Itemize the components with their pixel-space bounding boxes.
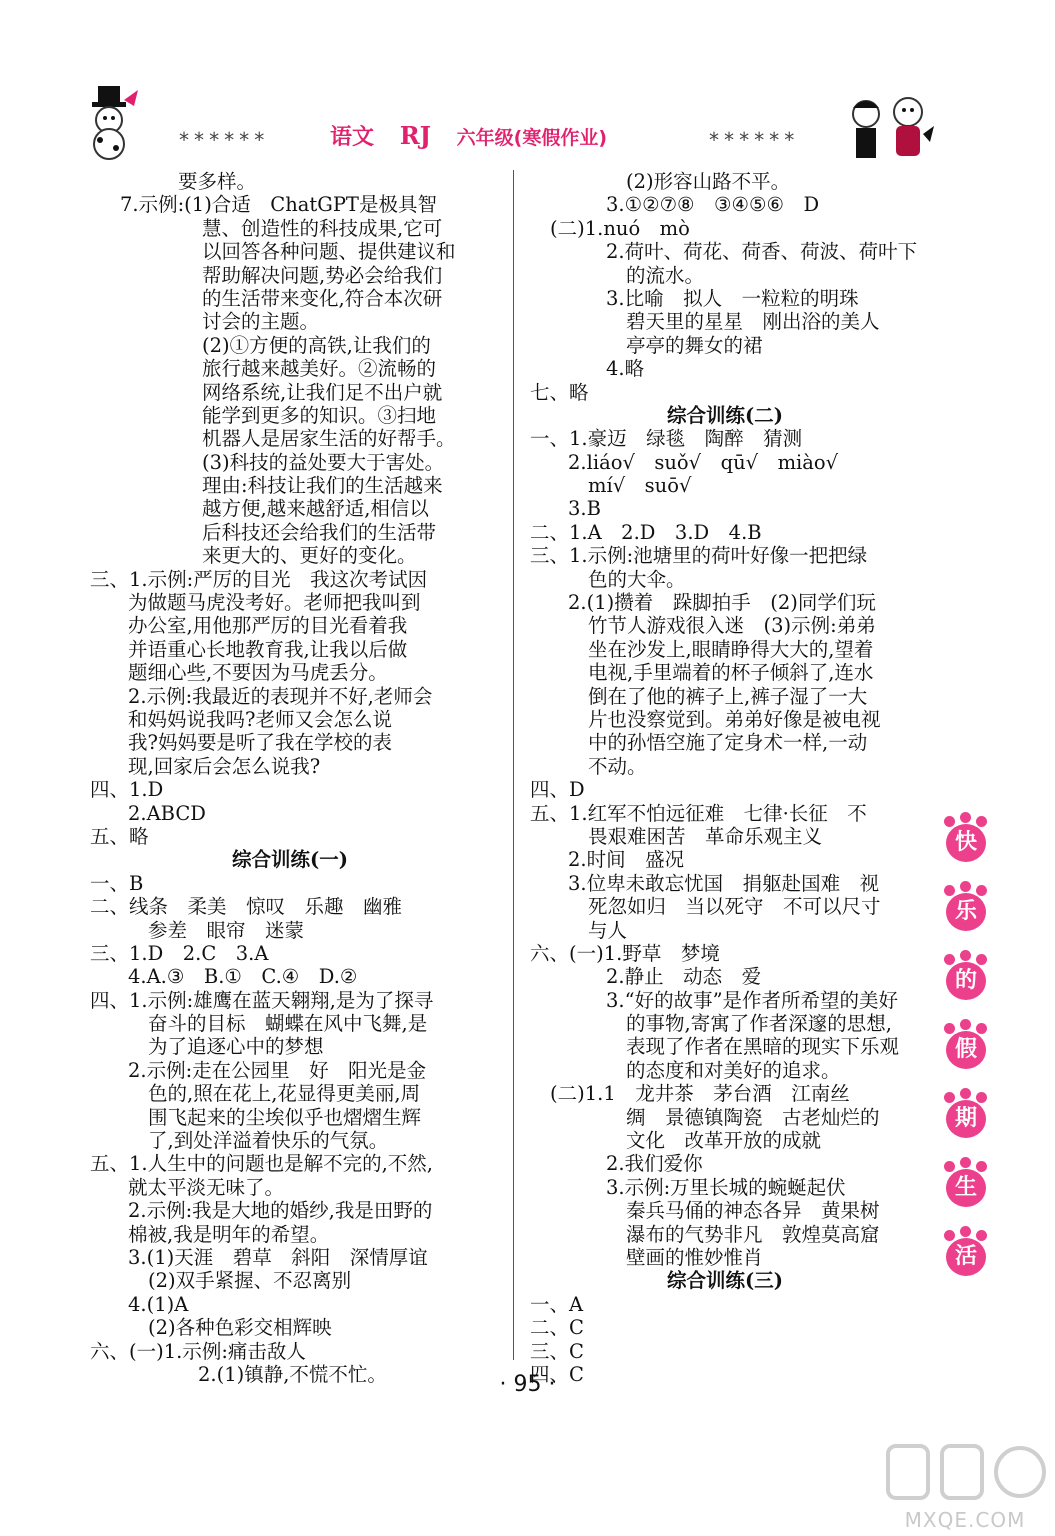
header-title	[330, 120, 607, 151]
answer-line: 色的,照在花上,花显得更美丽,周	[148, 1082, 421, 1106]
answer-line: 四、1.D	[90, 778, 164, 802]
answer-line: 了,到处洋溢着快乐的气氛。	[148, 1129, 389, 1153]
answer-line: 的态度和对美好的追求。	[626, 1058, 841, 1082]
answer-line: 2.liáo√ suǒ√ qū√ miào√	[568, 450, 839, 474]
answer-line: 现,回家后会怎么说我?	[128, 754, 321, 778]
answer-line: 2.示例:我是大地的婚纱,我是田野的	[128, 1199, 433, 1223]
subject-label: 语文	[330, 125, 375, 150]
right-column	[530, 170, 920, 1386]
answer-line: 电视,手里端着的杯子倾斜了,连水	[588, 661, 874, 685]
answer-line: 中的孙悟空施了定身术一样,一动	[588, 731, 868, 755]
answer-line: 为了追逐心中的梦想	[148, 1035, 324, 1059]
answer-line: 3.比喻 拟人 一粒粒的明珠	[606, 286, 859, 310]
snowman-left-icon	[80, 80, 160, 160]
section-heading: 综合训练(一)	[232, 848, 348, 872]
answer-line: 秦兵马俑的神态各异 黄果树	[626, 1199, 880, 1223]
answer-line: 六、(一)1.野草 梦境	[530, 941, 720, 965]
answer-line: 能学到更多的知识。③扫地	[202, 403, 437, 427]
answer-line: 一、1.豪迈 绿毯 陶醉 猜测	[530, 427, 803, 451]
answer-line: 三、1.示例:池塘里的荷叶好像一把把绿	[530, 544, 868, 568]
paw-print-icon	[938, 881, 992, 935]
answer-line: 围飞起来的尘埃似乎也熠熠生辉	[148, 1105, 422, 1129]
answer-line: 2.我们爱你	[606, 1152, 703, 1176]
answer-line: 五、略	[90, 824, 149, 848]
answer-line: 碧天里的星星 刚出浴的美人	[626, 310, 880, 334]
answer-line: 并语重心长地教育我,让我以后做	[128, 637, 408, 661]
answer-line: 参差 眼帘 迷蒙	[148, 918, 305, 942]
answer-line: 坐在沙发上,眼睛睁得大大的,望着	[588, 637, 874, 661]
answer-line: (二)1.nuó mò	[550, 216, 690, 240]
watermark-logo-icon	[880, 1440, 1050, 1508]
answer-line: 3.(1)天涯 碧草 斜阳 深情厚谊	[128, 1245, 428, 1269]
answer-line: 三、1.D 2.C 3.A	[90, 941, 269, 965]
answer-line: 3.①②⑦⑧ ③④⑤⑥ D	[606, 193, 820, 217]
answer-line: 的生活带来变化,符合本次研	[202, 286, 443, 310]
answer-line: 三、1.示例:严厉的目光 我这次考试因	[90, 567, 428, 591]
answer-line: mí√ suō√	[588, 474, 692, 498]
column-divider	[513, 170, 514, 1360]
answer-line: 3.示例:万里长城的蜿蜒起伏	[606, 1175, 846, 1199]
answer-line: 五、1.红军不怕远征难 七律·长征 不	[530, 801, 867, 825]
watermark	[880, 1440, 1050, 1532]
answer-line: 死忽如归 当以死守 不可以尺寸	[588, 895, 881, 919]
side-decoration	[938, 812, 1008, 1295]
side-char: 快	[946, 824, 986, 862]
answer-line: 七、略	[530, 380, 589, 404]
answer-line: 四、D	[530, 778, 585, 802]
answer-line: 帮助解决问题,势必会给我们	[202, 263, 443, 287]
side-char: 假	[946, 1031, 986, 1069]
answer-line: 片也没察觉到。弟弟好像是被电视	[588, 707, 881, 731]
section-heading: 综合训练(二)	[667, 403, 783, 427]
answer-line: 来更大的、更好的变化。	[202, 544, 417, 568]
answer-line: 7.示例:(1)合适 ChatGPT是极具智	[120, 193, 437, 217]
answer-line: 奋斗的目标 蝴蝶在风中飞舞,是	[148, 1012, 428, 1036]
answer-line: 4.(1)A	[128, 1292, 189, 1316]
page-number: · 95 ·	[499, 1372, 556, 1397]
answer-line: 慧、创造性的科技成果,它可	[202, 216, 443, 240]
answer-line: 六、(一)1.示例:痛击敌人	[90, 1339, 306, 1363]
answer-line: 2.荷叶、荷花、荷香、荷波、荷叶下	[606, 240, 918, 264]
answer-line: 亭亭的舞女的裙	[626, 333, 763, 357]
answer-line: 越方便,越来越舒适,相信以	[202, 497, 429, 521]
side-char: 的	[946, 962, 986, 1000]
answer-line: 壁画的惟妙惟肖	[626, 1245, 763, 1269]
answer-line: 一、A	[530, 1292, 584, 1316]
answer-line: 讨会的主题。	[202, 310, 320, 334]
answer-line: 我?妈妈要是听了我在学校的表	[128, 731, 392, 755]
paw-print-icon	[938, 812, 992, 866]
answer-line: 文化 改革开放的成就	[626, 1129, 822, 1153]
answer-line: (2)各种色彩交相辉映	[148, 1316, 332, 1340]
answer-line: 2.(1)镇静,不慌不忙。	[198, 1362, 387, 1386]
answer-line: 要多样。	[178, 170, 257, 193]
answer-line: 2.(1)攒着 跺脚拍手 (2)同学们玩	[568, 591, 876, 615]
answer-line: 为做题马虎没考好。老师把我叫到	[128, 591, 421, 615]
answer-line: 竹节人游戏很入迷 (3)示例:弟弟	[588, 614, 876, 638]
answer-line: 二、C	[530, 1316, 584, 1340]
answer-line: 不动。	[588, 754, 647, 778]
answer-line: 四、C	[530, 1362, 584, 1386]
answer-line: 和妈妈说我吗?老师又会怎么说	[128, 707, 392, 731]
answer-line: 色的大伞。	[588, 567, 686, 591]
paw-print-icon	[938, 1019, 992, 1073]
answer-line: 瀑布的气势非凡 敦煌莫高窟	[626, 1222, 880, 1246]
answer-line: 五、1.人生中的问题也是解不完的,不然,	[90, 1152, 434, 1176]
answer-line: 绸 景德镇陶瓷 古老灿烂的	[626, 1105, 880, 1129]
answer-line: 2.ABCD	[128, 801, 206, 825]
side-char: 期	[946, 1100, 986, 1138]
answer-line: 3.位卑未敢忘忧国 捐躯赴国难 视	[568, 871, 880, 895]
answer-line: 四、1.示例:雄鹰在蓝天翱翔,是为了探寻	[90, 988, 434, 1012]
answer-line: 倒在了他的裤子上,裤子湿了一大	[588, 684, 868, 708]
answer-line: (3)科技的益处要大于害处。	[202, 450, 445, 474]
answer-line: 办公室,用他那严厉的目光看着我	[128, 614, 408, 638]
answer-line: 理由:科技让我们的生活越来	[202, 474, 443, 498]
kids-right-icon	[838, 90, 938, 170]
watermark-text: MXQE.COM	[904, 1508, 1026, 1532]
edition-label: RJ	[399, 121, 431, 150]
answer-line: 3.“好的故事”是作者所希望的美好	[606, 988, 899, 1012]
answer-line: 与人	[588, 918, 628, 942]
answer-line: 3.B	[568, 497, 601, 521]
answer-line: (2)①方便的高铁,让我们的	[202, 333, 431, 357]
answer-line: 二、线条 柔美 惊叹 乐趣 幽雅	[90, 895, 403, 919]
answer-line: 畏艰难困苦 革命乐观主义	[588, 824, 823, 848]
answer-line: 网络系统,让我们足不出户就	[202, 380, 443, 404]
answer-line: 的事物,寄寓了作者深邃的思想,	[626, 1012, 892, 1036]
answer-line: 棉被,我是明年的希望。	[128, 1222, 330, 1246]
page-header	[0, 80, 1055, 170]
answer-line: 题细心些,不要因为马虎丢分。	[128, 661, 388, 685]
answer-line: 一、B	[90, 871, 144, 895]
section-heading: 综合训练(三)	[667, 1269, 783, 1293]
answer-line: 后科技还会给我们的生活带	[202, 520, 437, 544]
answer-line: 2.时间 盛况	[568, 848, 685, 872]
paw-print-icon	[938, 1226, 992, 1280]
answer-line: 2.示例:我最近的表现并不好,老师会	[128, 684, 433, 708]
answer-line: 4.略	[606, 357, 645, 381]
side-char: 活	[946, 1238, 986, 1276]
answer-line: 以回答各种问题、提供建议和	[202, 240, 456, 264]
paw-print-icon	[938, 1088, 992, 1142]
answer-line: 2.静止 动态 爱	[606, 965, 762, 989]
side-char: 生	[946, 1169, 986, 1207]
left-column	[90, 170, 490, 1386]
answer-line: (2)双手紧握、不忍离别	[148, 1269, 352, 1293]
answer-line: 4.A.③ B.① C.④ D.②	[128, 965, 358, 989]
answer-line: 2.示例:走在公园里 好 阳光是金	[128, 1058, 427, 1082]
grade-label: 六年级(寒假作业)	[456, 127, 608, 149]
answer-line: 旅行越来越美好。②流畅的	[202, 357, 437, 381]
answer-line: 的流水。	[626, 263, 705, 287]
answer-line: 三、C	[530, 1339, 584, 1363]
answer-line: 机器人是居家生活的好帮手。	[202, 427, 456, 451]
answer-line: (二)1.1 龙井茶 茅台酒 江南丝	[550, 1082, 850, 1106]
side-char: 乐	[946, 893, 986, 931]
answer-line: (2)形容山路不平。	[626, 170, 791, 193]
paw-print-icon	[938, 1157, 992, 1211]
paw-print-icon	[938, 950, 992, 1004]
answer-line: 二、1.A 2.D 3.D 4.B	[530, 520, 762, 544]
header-stars-right: ******	[708, 128, 799, 152]
answer-line: 表现了作者在黑暗的现实下乐观	[626, 1035, 900, 1059]
header-stars-left: ******	[178, 128, 269, 152]
answer-line: 就太平淡无味了。	[128, 1175, 285, 1199]
